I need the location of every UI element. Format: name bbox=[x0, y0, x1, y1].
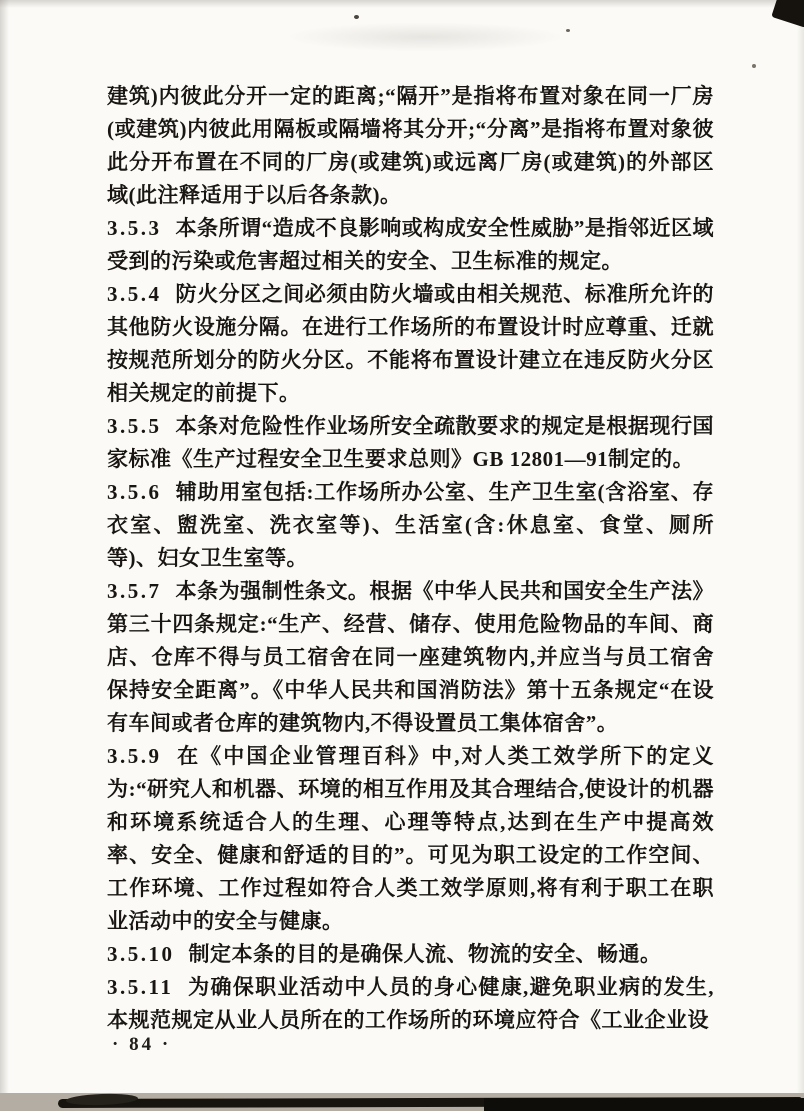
paragraph bbox=[107, 938, 714, 971]
paragraph-text: 制定本条的目的是确保人流、物流的安全、畅通。 bbox=[188, 942, 662, 966]
clause-number: 3.5.7 bbox=[107, 579, 162, 603]
paragraph bbox=[107, 410, 714, 476]
scan-artifact-corner-mark bbox=[771, 0, 804, 28]
paragraph bbox=[107, 278, 714, 410]
paragraph-text: 防火分区之间必须由防火墙或由相关规范、标准所允许的其他防火设施分隔。在进行工作场所的布置设计时应尊重、迁就按规范所划分的防火分区。不能将布置设计建立在违反防火分区相关规定的前提下。 bbox=[107, 282, 714, 405]
paragraph-text: 在《中国企业管理百科》中,对人类工效学所下的定义为:“研究人和机器、环境的相互作用及其合理结合,使设计的机器和环境系统适合人的生理、心理等特点,达到在生产中提高效率、安全、健康和舒适的目的”。可见为职工设定的工作空间、工作环境、工作过程如符合人类工效学原则,将有利于职工在职业活动中的安全与健康。 bbox=[107, 744, 714, 933]
paragraph bbox=[107, 575, 714, 740]
paragraph-text: 本条对危险性作业场所安全疏散要求的规定是根据现行国家标准《生产过程安全卫生要求总则》GB 12801—91制定的。 bbox=[107, 414, 714, 471]
page-number: · 84 · bbox=[112, 1034, 172, 1055]
paragraph bbox=[107, 212, 714, 278]
paragraph-text: 建筑)内彼此分开一定的距离;“隔开”是指将布置对象在同一厂房(或建筑)内彼此用隔板或隔墙将其分开;“分离”是指将布置对象彼此分开布置在不同的厂房(或建筑)或远离厂房(或建筑)的外部区域(此注释适用于以后各条款)。 bbox=[107, 84, 714, 207]
paragraph-text: 本条所谓“造成不良影响或构成安全性威胁”是指邻近区域受到的污染或危害超过相关的安全、卫生标准的规定。 bbox=[107, 216, 714, 273]
scan-artifact-speck bbox=[354, 15, 359, 19]
clause-number: 3.5.6 bbox=[107, 480, 162, 504]
paragraph bbox=[107, 476, 714, 575]
paragraph bbox=[107, 971, 714, 1037]
paragraph-text: 本条为强制性条文。根据《中华人民共和国安全生产法》第三十四条规定:“生产、经营、储存、使用危险物品的车间、商店、仓库不得与员工宿舍在同一座建筑物内,并应当与员工宿舍保持安全距离”。《中华人民共和国消防法》第十五条规定“在设有车间或者仓库的建筑物内,不得设置员工集体宿舍”。 bbox=[107, 579, 714, 735]
paragraph-text: 为确保职业活动中人员的身心健康,避免职业病的发生,本规范规定从业人员所在的工作场所的环境应符合《工业企业设 bbox=[107, 975, 714, 1032]
clause-number: 3.5.4 bbox=[107, 282, 162, 306]
scan-artifact-top-edge bbox=[0, 0, 804, 8]
scan-artifact-speck bbox=[566, 29, 570, 32]
paragraph bbox=[107, 80, 714, 212]
paragraph bbox=[107, 740, 714, 938]
scan-artifact-left-edge bbox=[0, 0, 9, 1111]
clause-number: 3.5.5 bbox=[107, 414, 162, 438]
scan-artifact-smudge bbox=[285, 22, 565, 52]
clause-number: 3.5.10 bbox=[107, 942, 175, 966]
clause-number: 3.5.11 bbox=[107, 975, 174, 999]
clause-number: 3.5.3 bbox=[107, 216, 162, 240]
clause-number: 3.5.9 bbox=[107, 744, 162, 768]
scan-artifact-right-edge bbox=[797, 0, 804, 1111]
scan-artifact-speck bbox=[752, 64, 756, 68]
scan-artifact-bottom-streak-right bbox=[484, 1098, 804, 1111]
paragraphs bbox=[107, 80, 714, 1037]
paragraph-text: 辅助用室包括:工作场所办公室、生产卫生室(含浴室、存衣室、盥洗室、洗衣室等)、生活室(含:休息室、食堂、厕所等)、妇女卫生室等。 bbox=[107, 480, 714, 570]
